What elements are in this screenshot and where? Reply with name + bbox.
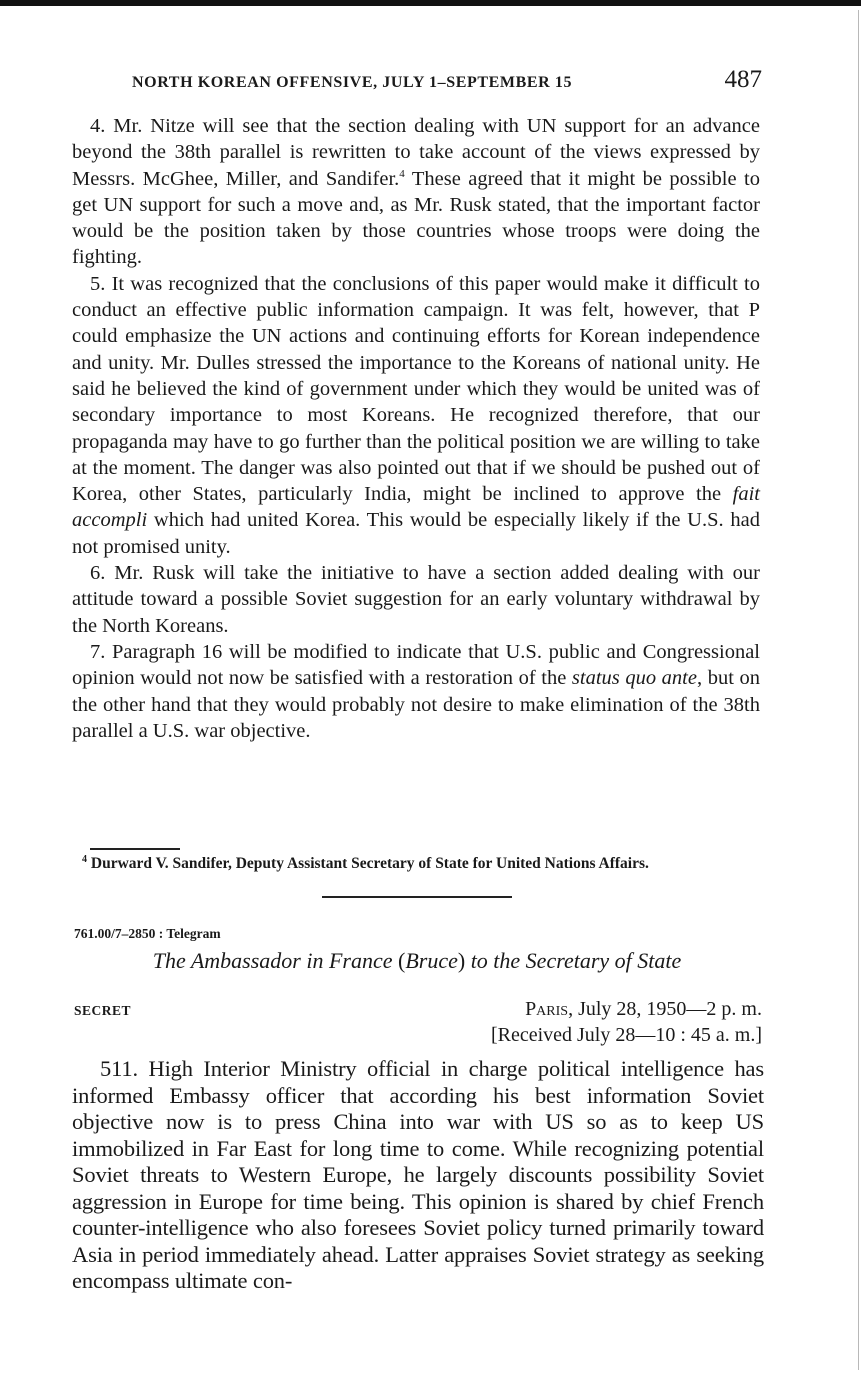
footnote-text: Durward V. Sandifer, Deputy Assistant Secretary of State for United Nations Affairs.: [90, 855, 649, 873]
paragraph-6: 6. Mr. Rusk will take the initiative to have a section added dealing with our attitude toward a possible Soviet suggestion for an early voluntary withdrawal by the North Koreans.: [72, 562, 760, 637]
telegram-paragraph: 511. High Interior Ministry official in charge political intelligence has informed Embassy officer that according his best information Soviet objective now is to press China into war with US so as to keep US immobilized in Far East for long time to come. While recognizing potential Soviet threats to Western Europe, he largely discounts possibility Soviet aggression in Europe for time being. This opinion is shared by chief French counter-intelligence who also foresees Soviet policy turned primarily toward Asia in period immediately ahead. Latter appraises Soviet strategy as seeking encompass ultimate con-: [72, 1056, 764, 1293]
paragraph-7: 7. Paragraph 16 will be modified to indicate that U.S. public and Congressional opinion would not now be satisfied with a restoration of the status quo ante, but on the other hand that they would probably not desire to make elimination of the 38th parallel a U.S. war objective.: [72, 640, 760, 742]
paragraph-4: 4. Mr. Nitze will see that the section dealing with UN support for an advance beyond the 38th parallel is rewritten to take account of the views expressed by Messrs. McGhee, Miller, and Sandifer.$^4$ These agreed that it might be possible to get UN support for such a move and, as Mr. Rusk stated, that the important factor would be the position taken by those countries whose troops were doing the fighting.: [72, 115, 760, 269]
document-title: The Ambassador in France (Bruce) to the Secretary of State: [152, 948, 682, 973]
dateline: [491, 996, 762, 1048]
page-number: 487: [724, 66, 762, 93]
telegram-body: [72, 1056, 764, 1295]
file-number: 761.00/7–2850 : Telegram: [74, 926, 221, 941]
footnote-marker: 4: [82, 854, 87, 865]
scan-right-edge: [858, 10, 859, 1370]
sent-line: Paris, July 28, 1950—2 p. m.: [525, 998, 762, 1020]
scan-top-edge: [0, 0, 861, 6]
classification-label: SECRET: [74, 1003, 132, 1018]
running-title: NORTH KOREAN OFFENSIVE, JULY 1–SEPTEMBER 15: [132, 74, 573, 91]
section-divider: [322, 896, 512, 898]
memo-continuation: [72, 113, 760, 744]
footnote: [72, 850, 760, 874]
received-line: [Received July 28—10 : 45 a. m.]: [490, 1024, 762, 1046]
footnote-reference: 4: [399, 167, 405, 180]
paragraph-5: 5. It was recognized that the conclusions of this paper would make it difficult to conduct an effective public information campaign. It was felt, however, that P could emphasize the UN actions and continuing efforts for Korean independence and unity. Mr. Dulles stressed the importance to the Koreans of national unity. He said he believed the kind of government under which they would be united was of secondary importance to most Koreans. He recognized therefore, that our propaganda may have to go further than the political position we are willing to take at the moment. The danger was also pointed out that if we should be pushed out of Korea, other States, particularly India, might be inclined to approve the fait accompli which had united Korea. This would be especially likely if the U.S. had not promised unity.: [72, 272, 760, 558]
